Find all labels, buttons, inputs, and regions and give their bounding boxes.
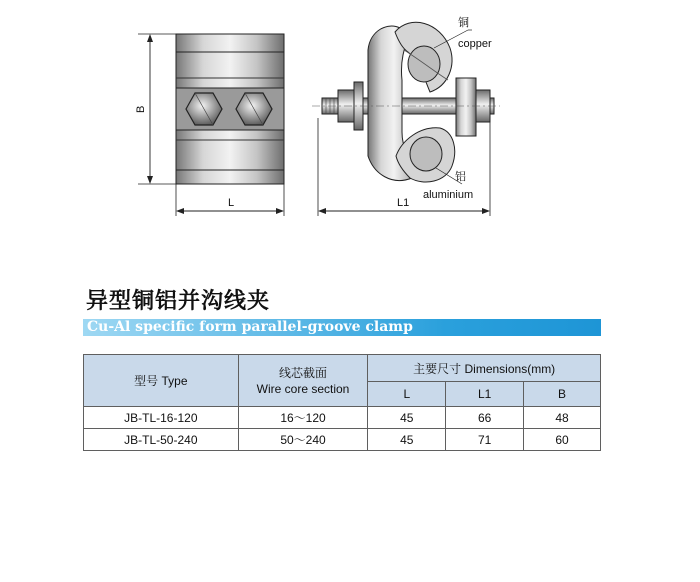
header-model: 型号 Type xyxy=(84,355,239,407)
copper-label-cn: 铜 xyxy=(458,17,469,29)
header-wire-cn: 线芯截面 xyxy=(279,365,328,380)
copper-conductor xyxy=(408,46,440,82)
table-row xyxy=(84,429,601,451)
table-row xyxy=(84,407,601,429)
side-view xyxy=(312,15,500,216)
cell-L1: 71 xyxy=(446,429,524,451)
copper-label-en: copper xyxy=(458,38,492,50)
aluminium-label-en: aluminium xyxy=(423,189,474,201)
cell-B: 48 xyxy=(524,407,601,429)
front-bottom-lip xyxy=(176,170,284,184)
product-title-band xyxy=(83,319,601,336)
aluminium-label-cn: 铝 xyxy=(455,171,466,183)
header-L1: L1 xyxy=(446,382,524,407)
dimension-L-label: L xyxy=(228,197,235,209)
cell-L: 45 xyxy=(368,429,446,451)
aluminium-conductor xyxy=(410,137,442,171)
cell-model: JB-TL-50-240 xyxy=(84,429,239,451)
cell-wire: 16～120 xyxy=(238,407,368,429)
front-top-lip xyxy=(176,34,284,52)
header-wire-en: Wire core section xyxy=(256,381,350,396)
dimension-L1-label: L1 xyxy=(397,197,410,209)
clamp-technical-drawing xyxy=(0,0,700,270)
product-title-cn: 异型铜铝并沟线夹 xyxy=(86,288,271,314)
header-B: B xyxy=(524,382,601,407)
cell-model: JB-TL-16-120 xyxy=(84,407,239,429)
cell-L: 45 xyxy=(368,407,446,429)
front-view xyxy=(135,34,284,216)
header-L: L xyxy=(368,382,446,407)
spec-table xyxy=(83,354,601,451)
cell-L1: 66 xyxy=(446,407,524,429)
cell-wire: 50～240 xyxy=(238,429,368,451)
side-right-plate xyxy=(456,78,476,136)
product-title-en: Cu-Al specific form parallel-groove clamp xyxy=(87,319,413,335)
header-wire-section xyxy=(238,355,368,407)
cell-B: 60 xyxy=(524,429,601,451)
header-dimensions: 主要尺寸 Dimensions(mm) xyxy=(368,355,601,382)
dimension-B-label: B xyxy=(135,105,147,113)
